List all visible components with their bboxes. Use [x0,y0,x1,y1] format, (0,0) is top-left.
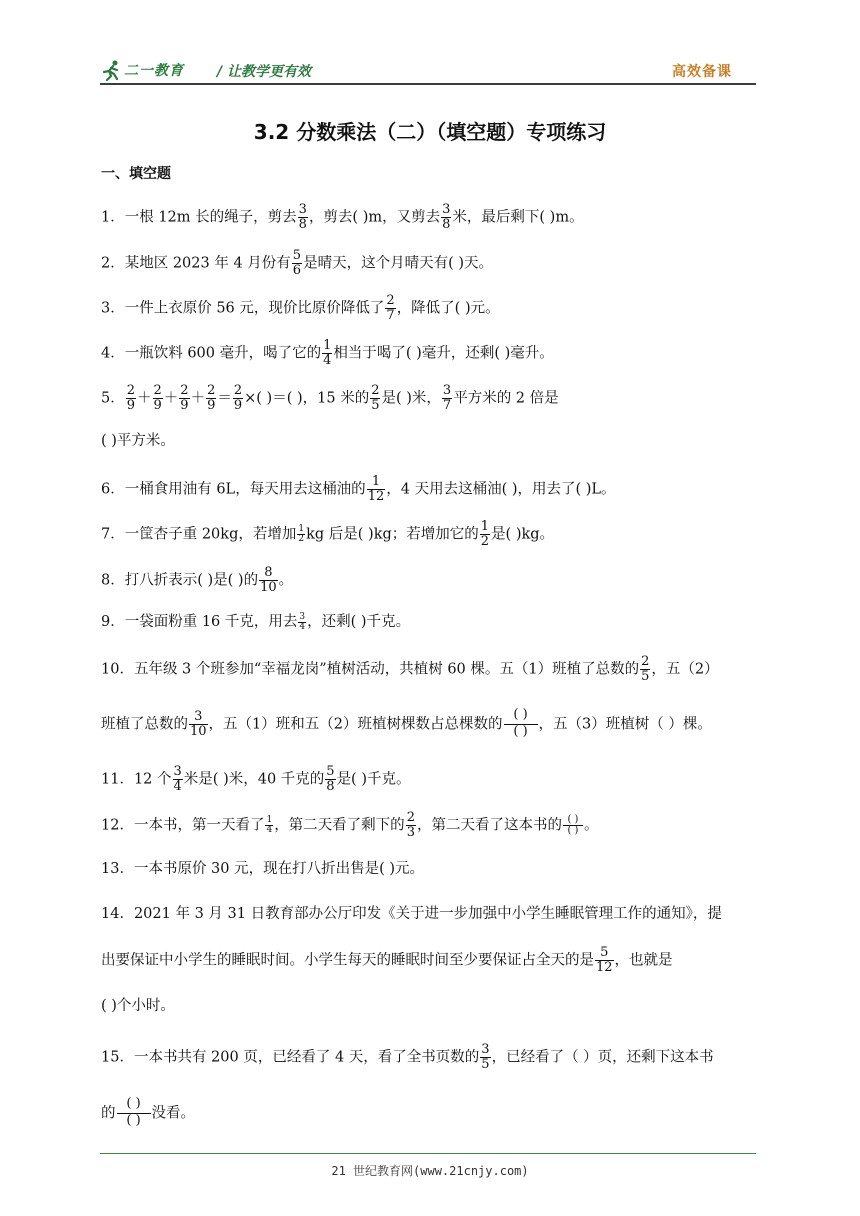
header-divider [100,83,756,85]
question-10-cont: 班植了总数的 $\frac{3}{10}$ ，五（1）班和五（2）班植树棵数占总棵数的 $\frac{( )}{( )}$ ，五（3）班植树（ ）棵。 [101,707,712,739]
question-15: 15．一本书共有 200 页，已经看了 4 天，看了全书页数的 $\frac{3}{5}$ ，已经看了（ ）页，还剩下这本书 [101,1042,714,1072]
question-13: 13．一本书原价 30 元，现在打八折出售是( )元。 [101,861,425,877]
question-14: 14．2021 年 3 月 31 日教育部办公厅印发《关于进一步加强中小学生睡眠管理工作的通知》，提 [101,906,722,922]
question-12: 12．一本书，第一天看了 $\frac{1}{4}$ ，第二天看了剩下的 $\frac{2}{3}$ ，第二天看了这本书的 $\frac{( )}{( )}$ 。 [101,810,599,840]
page-title: 3.2 分数乘法（二）（填空题）专项练习 [253,120,607,144]
question-14-cont: 出要保证中小学生的睡眠时间。小学生每天的睡眠时间至少要保证占全天的是 $\frac{5}{12}$ ，也就是 [101,945,673,975]
question-3: 3．一件上衣原价 56 元，现价比原价降低了 $\frac{2}{7}$ ，降低了( )元。 [101,293,500,323]
footer-divider [100,1153,756,1154]
question-1: 1．一根 12m 长的绳子，剪去 $\frac{3}{8}$ ，剪去( )m，又剪去 $\frac{3}{8}$ 米，最后剩下( )m。 [101,202,584,232]
logo [100,56,184,84]
question-6: 6．一桶食用油有 6L，每天用去这桶油的 $\frac{1}{12}$ ，4 天用去这桶油( )，用去了( )L。 [101,474,616,504]
page-header [100,56,756,84]
section-heading: 一、填空题 [101,166,171,182]
question-2: 2．某地区 2023 年 4 月份有 $\frac{5}{6}$ 是晴天，这个月晴天有( )天。 [101,248,494,278]
logo-text: 二一教育 [124,63,184,79]
question-5-cont: ( )平方米。 [101,433,175,449]
question-10: 10．五年级 3 个班参加“幸福龙岗”植树活动，共植树 60 棵。五（1）班植了总数的 $\frac{2}{5}$ ，五（2） [101,654,719,684]
header-tagline: 高效备课 [672,64,732,80]
question-7: 7．一筐杏子重 20kg，若增加 $\frac{1}{2}$ kg 后是( )kg；若增加它的 $\frac{1}{2}$ 是( )kg。 [101,519,555,549]
question-8: 8．打八折表示( )是( )的 $\frac{8}{10}$ 。 [101,565,294,595]
question-5: 5． $\frac{2}{9}$ ＋ $\frac{2}{9}$ ＋ $\frac{2}{9}$ ＋ $\frac{2}{9}$ ＝ $\frac{2}{9}$ ×( )＝( )，15 米的 $\frac{2}{5}$ 是( )米， $\frac{3}{7}$ 平方米的 2 倍是 [101,383,559,413]
question-4: 4．一瓶饮料 600 毫升，喝了它的 $\frac{1}{4}$ 相当于喝了( )毫升，还剩( )毫升。 [101,338,554,368]
question-9: 9．一袋面粉重 16 千克，用去 $\frac{3}{4}$ ，还剩( )千克。 [101,611,411,632]
question-14-cont2: ( )个小时。 [101,998,175,1014]
page-footer: 21 世纪教育网(www.21cnjy.com) [331,1164,529,1178]
question-15-cont: 的 $\frac{( )}{( )}$ 没看。 [101,1096,195,1128]
runner-logo-icon [100,59,122,81]
question-11: 11．12 个 $\frac{3}{4}$ 米是( )米，40 千克的 $\frac{5}{8}$ 是( )千克。 [101,764,411,794]
header-slogan: / 让教学更有效 [217,64,311,80]
